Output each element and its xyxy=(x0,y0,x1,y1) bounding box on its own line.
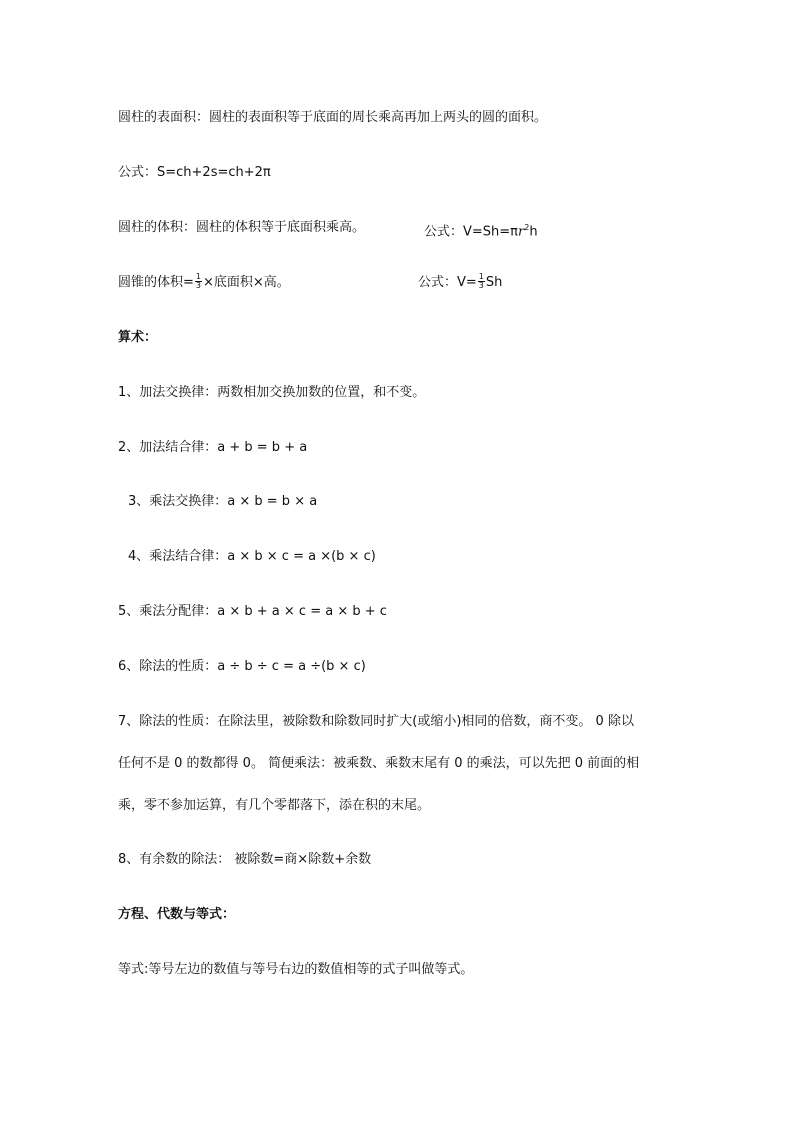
arithmetic-heading: 算术： xyxy=(118,330,158,345)
cylinder-volume-formula-prefix: 公式：V=Sh=π xyxy=(424,224,518,240)
cone-formula-prefix: 公式：V= xyxy=(418,275,477,290)
rule-1: 1、加法交换律：两数相加交换加数的位置，和不变。 xyxy=(118,385,426,400)
equation-heading: 方程、代数与等式： xyxy=(118,907,236,922)
rule-2: 2、加法结合律：a + b = b + a xyxy=(118,440,308,455)
cylinder-volume-text: 圆柱的体积：圆柱的体积等于底面积乘高。 xyxy=(118,220,366,235)
cylinder-volume-formula-suffix: h xyxy=(529,224,538,240)
rule-5: 5、乘法分配律：a × b + a × c = a × b + c xyxy=(118,604,387,619)
fraction-numerator: 1 xyxy=(478,272,484,281)
fraction-numerator: 1 xyxy=(195,272,201,281)
cylinder-surface-area-text: 圆柱的表面积：圆柱的表面积等于底面的周长乘高再加上两头的圆的面积。 xyxy=(118,110,548,125)
rule-7-line-2: 任何不是 0 的数都得 0。 简便乘法：被乘数、乘数末尾有 0 的乘法，可以先把 0 前面的相 xyxy=(118,756,640,771)
rule-4: 4、乘法结合律：a × b × c = a ×(b × c) xyxy=(128,549,376,564)
cone-volume-text xyxy=(118,274,290,292)
rule-6: 6、除法的性质：a ÷ b ÷ c = a ÷(b × c) xyxy=(118,659,366,674)
rule-7-line-1: 7、除法的性质：在除法里，被除数和除数同时扩大(或缩小)相同的倍数，商不变。 0 除以 xyxy=(118,714,634,729)
rule-7-line-3: 乘，零不参加运算，有几个零都落下，添在积的末尾。 xyxy=(118,798,431,813)
fraction-denominator: 3 xyxy=(195,281,201,290)
cone-volume-formula xyxy=(418,274,502,292)
radius-symbol: r xyxy=(518,224,525,240)
cone-formula-suffix: Sh xyxy=(485,275,503,290)
cone-volume-prefix: 圆锥的体积= xyxy=(118,275,194,290)
rule-8: 8、有余数的除法： 被除数=商×除数+余数 xyxy=(118,852,372,867)
cone-volume-suffix: ×底面积×高。 xyxy=(203,275,290,290)
one-third-fraction xyxy=(478,273,485,290)
cylinder-volume-formula xyxy=(424,219,538,241)
fraction-denominator: 3 xyxy=(478,281,484,290)
cylinder-surface-formula: 公式：S=ch+2s=ch+2π xyxy=(118,165,271,180)
equation-definition: 等式:等号左边的数值与等号右边的数值相等的式子叫做等式。 xyxy=(118,962,474,977)
one-third-fraction xyxy=(195,273,202,290)
rule-3: 3、乘法交换律：a × b = b × a xyxy=(128,494,318,509)
exponent: 2 xyxy=(524,223,530,232)
